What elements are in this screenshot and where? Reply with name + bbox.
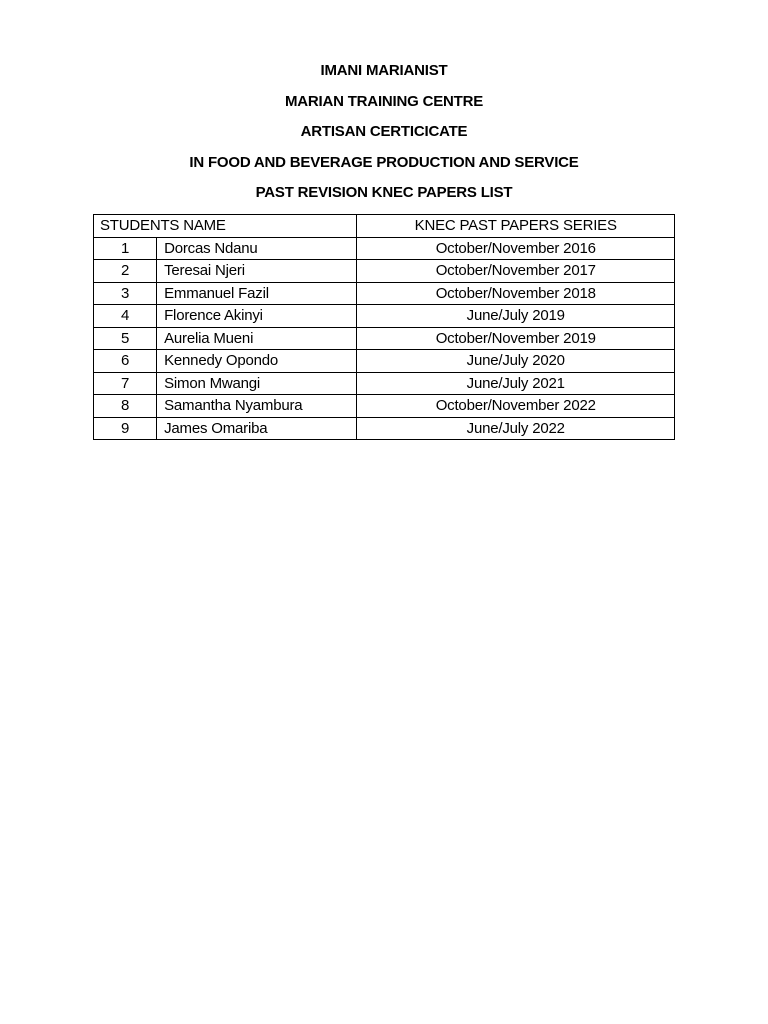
student-name: Simon Mwangi — [157, 372, 357, 395]
table-row — [94, 372, 675, 395]
certificate-title: ARTISAN CERTICICATE — [300, 123, 468, 140]
row-number: 2 — [94, 260, 157, 283]
institution-name: IMANI MARIANIST — [320, 62, 448, 79]
paper-series: June/July 2020 — [357, 350, 675, 373]
paper-series: October/November 2019 — [357, 327, 675, 350]
papers-table — [93, 214, 675, 440]
row-number: 3 — [94, 282, 157, 305]
row-number: 4 — [94, 305, 157, 328]
paper-series: October/November 2022 — [357, 395, 675, 418]
students-name-header: STUDENTS NAME — [94, 215, 357, 238]
row-number: 1 — [94, 237, 157, 260]
row-number: 7 — [94, 372, 157, 395]
table-row — [94, 237, 675, 260]
table-row — [94, 260, 675, 283]
student-name: Florence Akinyi — [157, 305, 357, 328]
paper-series: October/November 2017 — [357, 260, 675, 283]
table-header-row — [94, 215, 675, 238]
table-row — [94, 395, 675, 418]
paper-series: June/July 2022 — [357, 417, 675, 440]
document-heading — [0, 56, 768, 209]
table-row — [94, 282, 675, 305]
student-name: Emmanuel Fazil — [157, 282, 357, 305]
row-number: 5 — [94, 327, 157, 350]
paper-series: October/November 2018 — [357, 282, 675, 305]
row-number: 6 — [94, 350, 157, 373]
paper-series: October/November 2016 — [357, 237, 675, 260]
series-header: KNEC PAST PAPERS SERIES — [357, 215, 675, 238]
student-name: Kennedy Opondo — [157, 350, 357, 373]
table-row — [94, 305, 675, 328]
course-title: IN FOOD AND BEVERAGE PRODUCTION AND SERVICE — [189, 153, 579, 171]
list-title: PAST REVISION KNEC PAPERS LIST — [255, 184, 513, 201]
paper-series: June/July 2021 — [357, 372, 675, 395]
table-row — [94, 350, 675, 373]
paper-series: June/July 2019 — [357, 305, 675, 328]
row-number: 9 — [94, 417, 157, 440]
table-row — [94, 417, 675, 440]
centre-name: MARIAN TRAINING CENTRE — [284, 92, 484, 110]
student-name: Aurelia Mueni — [157, 327, 357, 350]
student-name: James Omariba — [157, 417, 357, 440]
table-row — [94, 327, 675, 350]
student-name: Dorcas Ndanu — [157, 237, 357, 260]
student-name: Teresai Njeri — [157, 260, 357, 283]
student-name: Samantha Nyambura — [157, 395, 357, 418]
row-number: 8 — [94, 395, 157, 418]
